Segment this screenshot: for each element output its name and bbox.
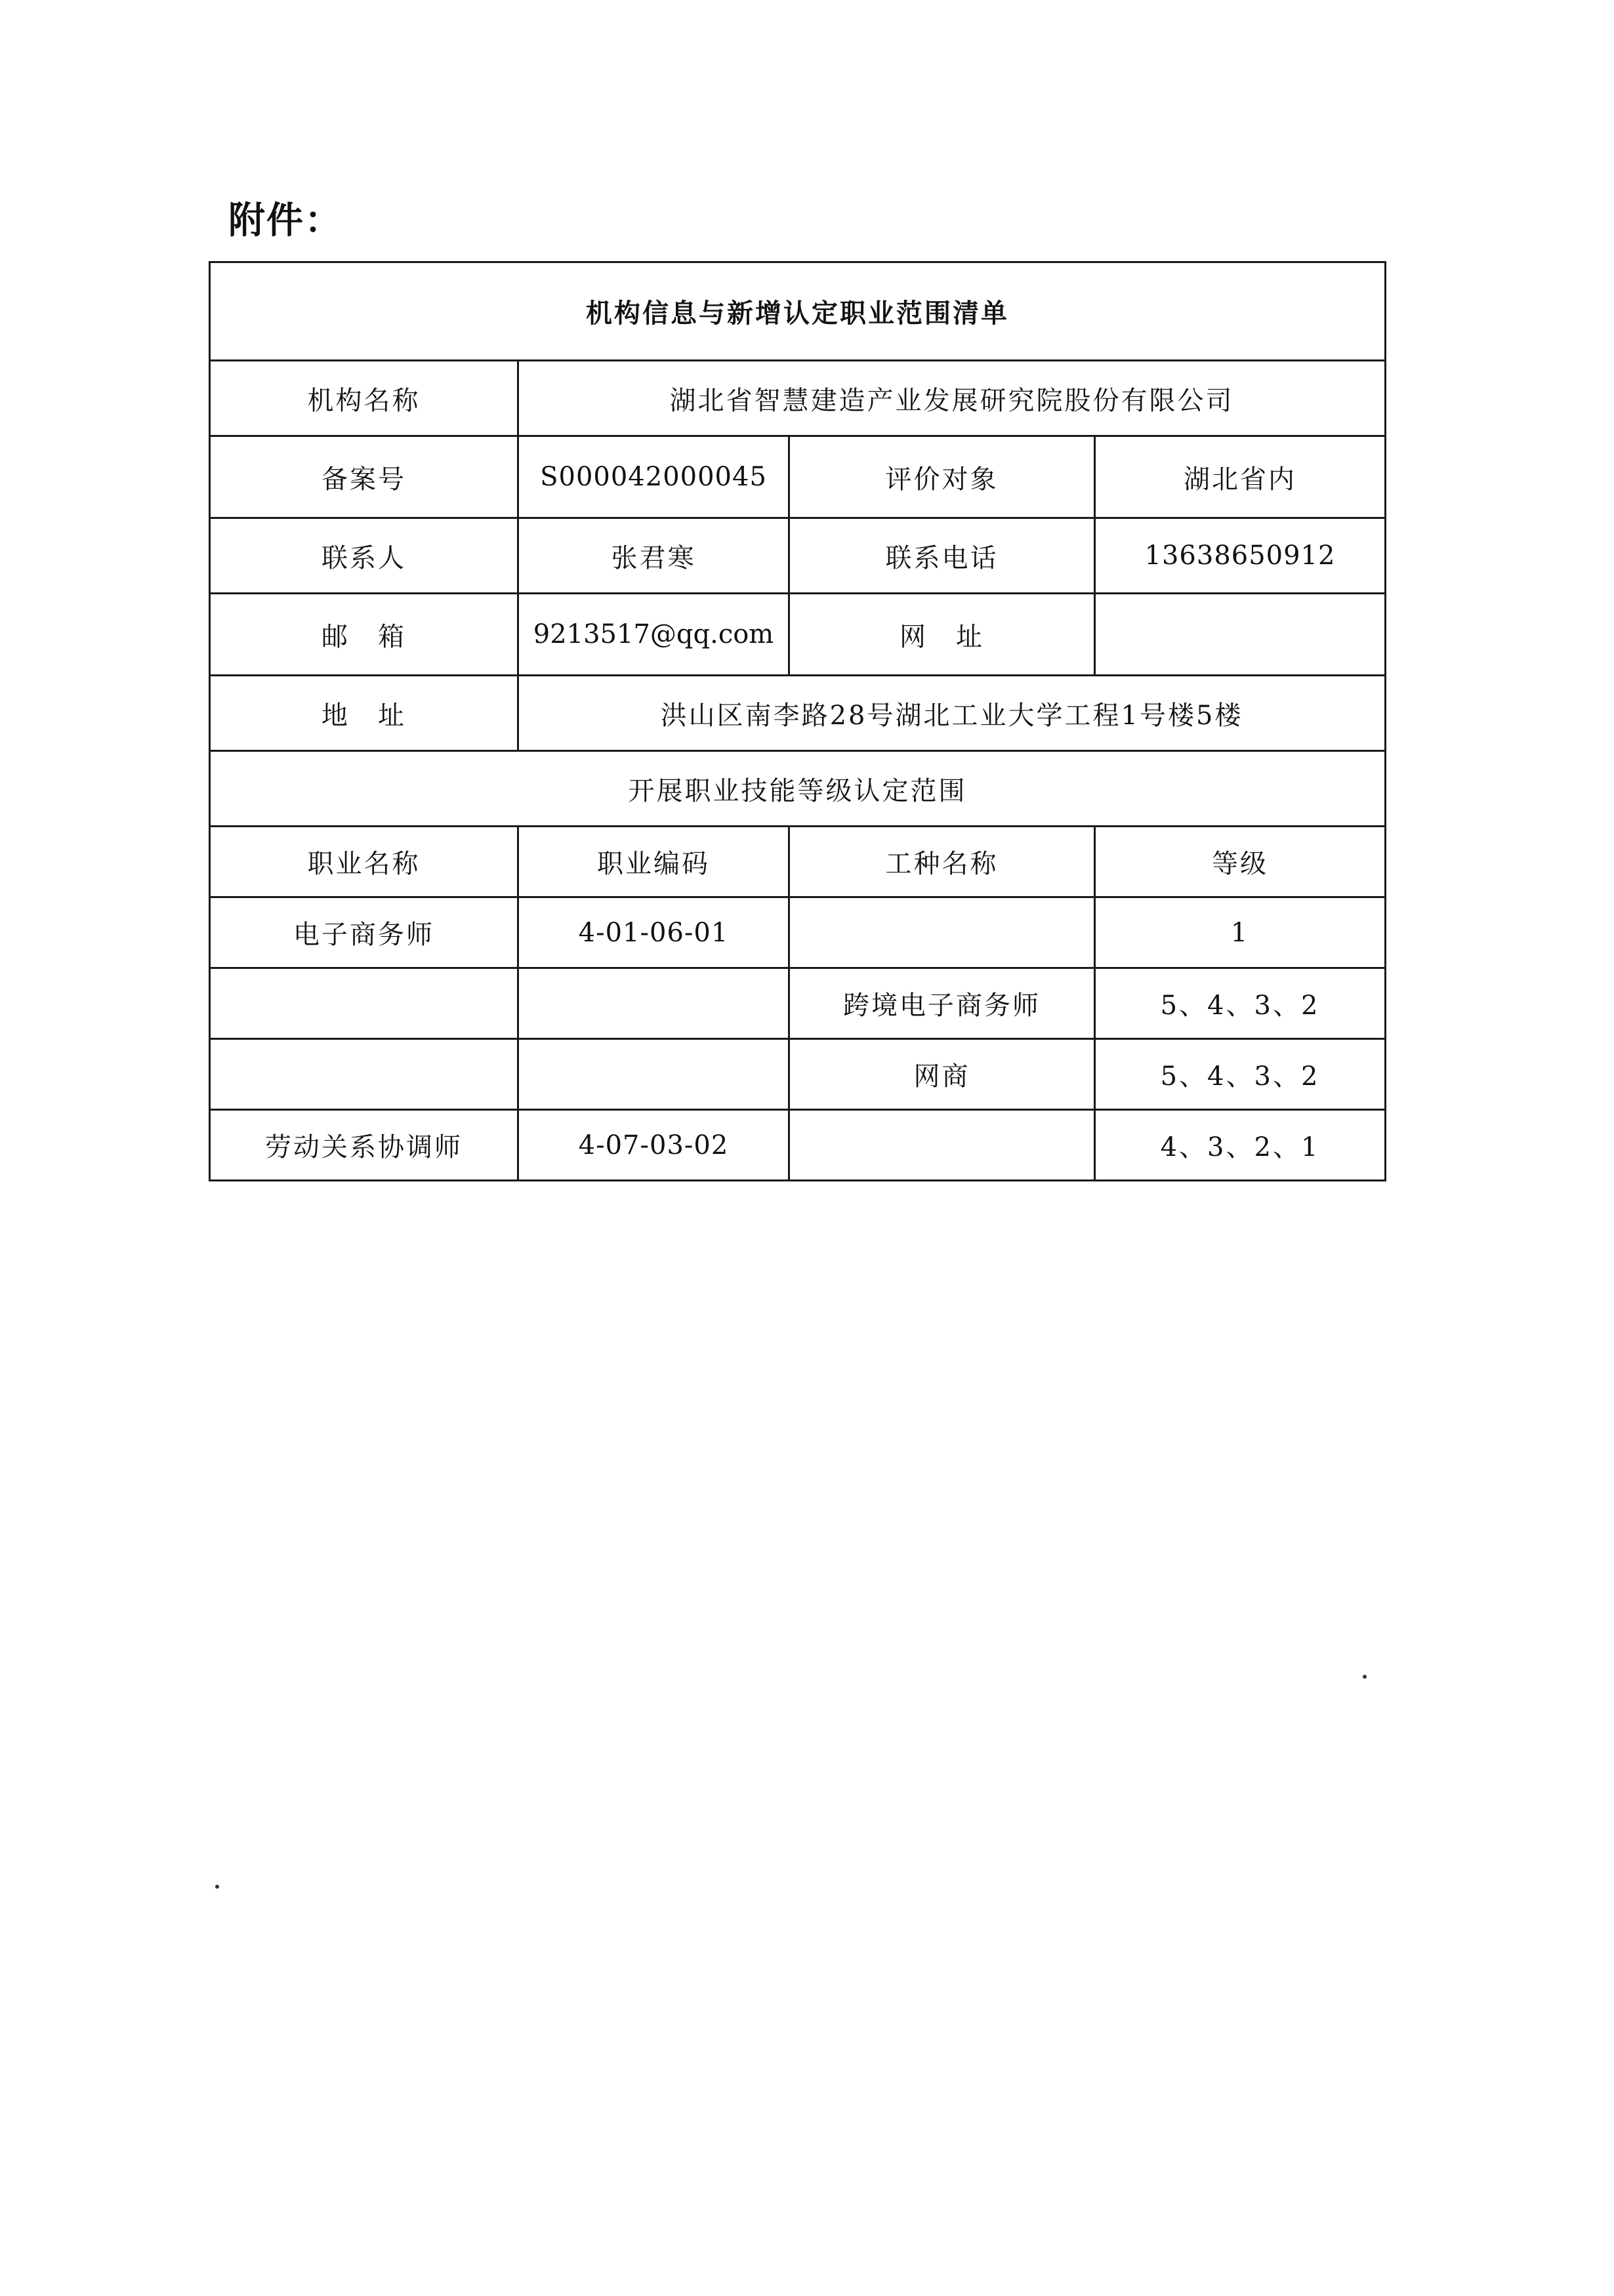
job-type-cell	[789, 897, 1095, 968]
table-title: 机构信息与新增认定职业范围清单	[210, 262, 1386, 361]
record-row	[210, 436, 1386, 518]
occupation-code-cell	[518, 1039, 789, 1110]
attachment-label: 附件：	[228, 199, 342, 242]
column-header-occupation-code: 职业编码	[518, 827, 789, 897]
table-row	[210, 897, 1386, 968]
occupation-name-cell: 电子商务师	[210, 897, 518, 968]
address-row	[210, 676, 1386, 751]
phone-value: 13638650912	[1095, 518, 1386, 594]
org-name-row	[210, 361, 1386, 436]
occupation-code-cell	[518, 968, 789, 1039]
website-label: 网 址	[789, 594, 1095, 676]
occupation-name-cell	[210, 968, 518, 1039]
org-name-value: 湖北省智慧建造产业发展研究院股份有限公司	[518, 361, 1386, 436]
job-type-cell	[789, 1110, 1095, 1181]
occupation-name-cell: 劳动关系协调师	[210, 1110, 518, 1181]
scan-speck	[1363, 1675, 1367, 1679]
email-label: 邮 箱	[210, 594, 518, 676]
scope-heading: 开展职业技能等级认定范围	[210, 751, 1386, 827]
contact-value: 张君寒	[518, 518, 789, 594]
scan-speck	[215, 1885, 219, 1889]
column-header-job-type: 工种名称	[789, 827, 1095, 897]
website-value	[1095, 594, 1386, 676]
column-header-row	[210, 827, 1386, 897]
level-cell: 5、4、3、2	[1095, 1039, 1386, 1110]
address-value: 洪山区南李路28号湖北工业大学工程1号楼5楼	[518, 676, 1386, 751]
email-value: 9213517@qq.com	[518, 594, 789, 676]
email-row	[210, 594, 1386, 676]
table-row	[210, 968, 1386, 1039]
scope-heading-row	[210, 751, 1386, 827]
title-row	[210, 262, 1386, 361]
contact-label: 联系人	[210, 518, 518, 594]
address-label: 地 址	[210, 676, 518, 751]
column-header-level: 等级	[1095, 827, 1386, 897]
org-name-label: 机构名称	[210, 361, 518, 436]
contact-row	[210, 518, 1386, 594]
occupation-code-cell: 4-07-03-02	[518, 1110, 789, 1181]
table-row	[210, 1110, 1386, 1181]
level-cell: 1	[1095, 897, 1386, 968]
occupation-name-cell	[210, 1039, 518, 1110]
phone-label: 联系电话	[789, 518, 1095, 594]
occupation-code-cell: 4-01-06-01	[518, 897, 789, 968]
record-no-label: 备案号	[210, 436, 518, 518]
level-cell: 4、3、2、1	[1095, 1110, 1386, 1181]
eval-target-label: 评价对象	[789, 436, 1095, 518]
job-type-cell: 跨境电子商务师	[789, 968, 1095, 1039]
record-no-value: S000042000045	[518, 436, 789, 518]
level-cell: 5、4、3、2	[1095, 968, 1386, 1039]
org-info-table	[209, 261, 1386, 1181]
table-row	[210, 1039, 1386, 1110]
eval-target-value: 湖北省内	[1095, 436, 1386, 518]
job-type-cell: 网商	[789, 1039, 1095, 1110]
column-header-occupation-name: 职业名称	[210, 827, 518, 897]
